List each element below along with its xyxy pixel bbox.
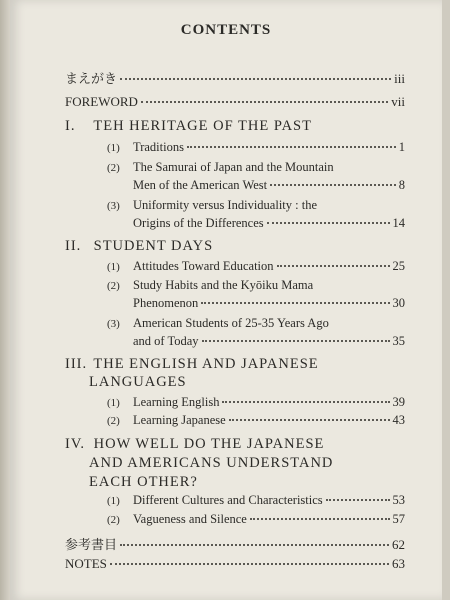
item-number: (2) bbox=[107, 415, 120, 427]
toc-page-number: 14 bbox=[392, 216, 405, 230]
item-number: (2) bbox=[107, 162, 120, 174]
toc-entry[interactable] bbox=[107, 413, 405, 428]
toc-page-number: 35 bbox=[392, 334, 405, 348]
toc-entry[interactable] bbox=[107, 198, 405, 213]
toc-entry-title: American Students of 25-35 Years Ago bbox=[133, 316, 329, 330]
toc-page-number: 53 bbox=[392, 493, 405, 507]
toc-entry[interactable] bbox=[107, 259, 405, 274]
toc-entry-bibliography[interactable] bbox=[65, 534, 405, 553]
toc-entry-title: Men of the American West bbox=[133, 178, 268, 192]
dot-leader bbox=[277, 265, 390, 267]
toc-page-number: 30 bbox=[392, 296, 405, 310]
toc-page-number: 43 bbox=[392, 413, 405, 427]
item-number: (1) bbox=[107, 495, 120, 507]
toc-entry-title: and of Today bbox=[133, 334, 199, 348]
toc-entry-title: Different Cultures and Characteristics bbox=[133, 493, 323, 507]
dot-leader bbox=[201, 302, 389, 304]
toc-entry-title: Phenomenon bbox=[133, 296, 199, 310]
dot-leader bbox=[141, 101, 388, 103]
page-title: CONTENTS bbox=[180, 22, 272, 38]
item-number: (3) bbox=[107, 200, 120, 212]
toc-entry-title: Uniformity versus Individuality : the bbox=[133, 198, 318, 212]
toc-entry-title: The Samurai of Japan and the Mountain bbox=[133, 160, 334, 174]
toc-page-number: 57 bbox=[392, 512, 405, 526]
chapter-title-continuation: LANGUAGES bbox=[89, 374, 187, 390]
toc-page-number: 62 bbox=[392, 537, 405, 552]
toc-page-number: 39 bbox=[392, 395, 405, 409]
chapter-number: I. bbox=[65, 118, 76, 134]
toc-entry[interactable] bbox=[107, 278, 405, 293]
dot-leader bbox=[270, 184, 396, 186]
dot-leader bbox=[222, 401, 389, 403]
dot-leader bbox=[187, 146, 396, 148]
item-number: (2) bbox=[107, 514, 120, 526]
toc-entry-foreword[interactable] bbox=[65, 94, 405, 110]
chapter-heading[interactable] bbox=[65, 238, 213, 255]
toc-page-number: 8 bbox=[398, 178, 405, 192]
dot-leader bbox=[202, 340, 390, 342]
toc-entry-continuation[interactable] bbox=[133, 296, 405, 311]
toc-page-number: vii bbox=[391, 94, 405, 109]
toc-page-number: 25 bbox=[392, 259, 405, 273]
chapter-title: HOW WELL DO THE JAPANESE bbox=[93, 436, 325, 452]
toc-entry-continuation[interactable] bbox=[133, 216, 405, 231]
dot-leader bbox=[120, 544, 389, 546]
toc-page-number: 63 bbox=[392, 556, 405, 571]
dot-leader bbox=[250, 518, 390, 520]
toc-entry[interactable] bbox=[107, 493, 405, 508]
toc-entry-title: Learning English bbox=[133, 395, 220, 409]
toc-entry[interactable] bbox=[107, 160, 405, 175]
chapter-title-continuation: EACH OTHER? bbox=[89, 474, 198, 490]
dot-leader bbox=[326, 499, 390, 501]
toc-entry-title: Traditions bbox=[133, 140, 184, 154]
chapter-number: III. bbox=[65, 356, 88, 372]
toc-entry[interactable] bbox=[107, 316, 405, 331]
chapter-heading[interactable] bbox=[65, 356, 319, 373]
toc-entry-title: まえがき bbox=[65, 71, 118, 86]
toc-entry-title: Vagueness and Silence bbox=[133, 512, 247, 526]
toc-entry[interactable] bbox=[107, 512, 405, 527]
toc-entry[interactable] bbox=[107, 140, 405, 155]
chapter-number: II. bbox=[65, 238, 82, 254]
item-number: (3) bbox=[107, 318, 120, 330]
chapter-number: IV. bbox=[65, 436, 86, 452]
chapter-title: STUDENT DAYS bbox=[93, 238, 214, 254]
item-number: (1) bbox=[107, 397, 120, 409]
toc-entry-notes[interactable] bbox=[65, 556, 405, 572]
book-page bbox=[10, 0, 442, 600]
item-number: (1) bbox=[107, 142, 120, 154]
toc-entry-preface[interactable] bbox=[65, 68, 405, 87]
toc-entry-title: NOTES bbox=[65, 556, 107, 571]
toc-page-number: 1 bbox=[398, 140, 405, 154]
chapter-heading[interactable] bbox=[65, 436, 324, 453]
toc-entry-title: 参考書目 bbox=[65, 537, 118, 552]
toc-entry-title: Attitudes Toward Education bbox=[133, 259, 274, 273]
chapter-title: TEH HERITAGE OF THE PAST bbox=[93, 118, 312, 134]
toc-entry-continuation[interactable] bbox=[133, 334, 405, 349]
chapter-heading[interactable] bbox=[65, 118, 312, 135]
toc-entry-title: Origins of the Differences bbox=[133, 216, 264, 230]
chapter-title-continuation: AND AMERICANS UNDERSTAND bbox=[89, 455, 334, 471]
toc-entry-title: Study Habits and the Kyōiku Mama bbox=[133, 278, 314, 292]
toc-entry-continuation[interactable] bbox=[133, 178, 405, 193]
toc-entry-title: FOREWORD bbox=[65, 94, 138, 109]
dot-leader bbox=[229, 419, 390, 421]
toc-page-number: iii bbox=[394, 71, 405, 86]
toc-entry[interactable] bbox=[107, 395, 405, 410]
dot-leader bbox=[110, 563, 389, 565]
dot-leader bbox=[120, 78, 391, 80]
dot-leader bbox=[267, 222, 390, 224]
toc-entry-title: Learning Japanese bbox=[133, 413, 226, 427]
item-number: (1) bbox=[107, 261, 120, 273]
item-number: (2) bbox=[107, 280, 120, 292]
chapter-title: THE ENGLISH AND JAPANESE bbox=[93, 356, 319, 372]
